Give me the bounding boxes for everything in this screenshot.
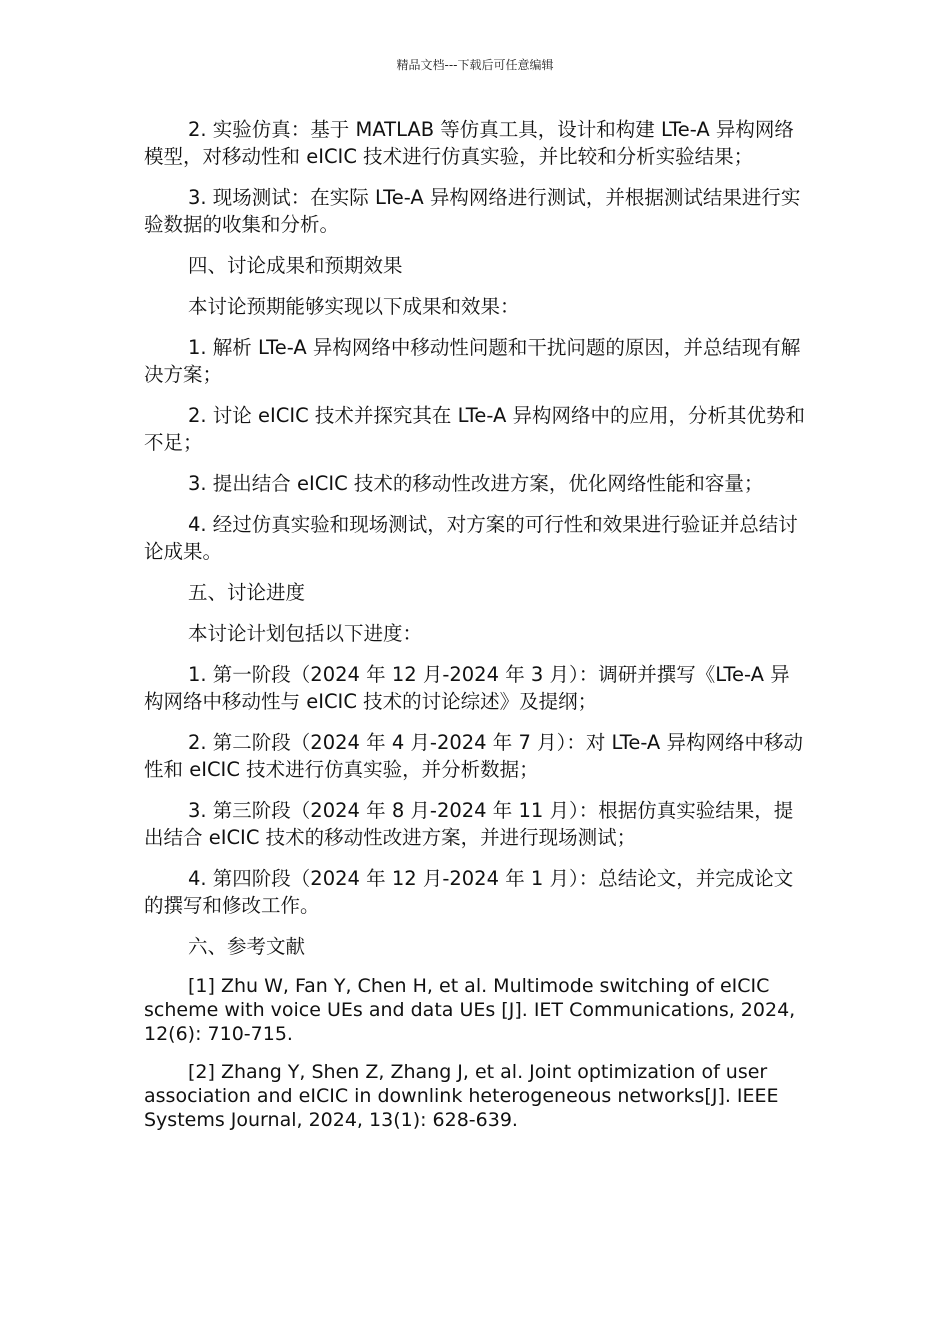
paragraph-phase-3: 3. 第三阶段（2024 年 8 月-2024 年 11 月）：根据仿真实验结果，提出结合 eICIC 技术的移动性改进方案，并进行现场测试；	[144, 799, 794, 849]
section-heading-results: 四、讨论成果和预期效果	[188, 254, 403, 277]
reference-item: [1] Zhu W, Fan Y, Chen H, et al. Multimode switching of eICIC scheme with voice UEs and data UEs [J]. IET Communications, 2024, 12(6): 710-715.	[144, 975, 796, 1045]
section-heading-schedule: 五、讨论进度	[188, 581, 306, 604]
reference-item: [2] Zhang Y, Shen Z, Zhang J, et al. Joint optimization of user association and eICIC in downlink heterogeneous networks[J]. IEEE Systems Journal, 2024, 13(1): 628-639.	[144, 1061, 779, 1131]
paragraph-schedule-intro: 本讨论计划包括以下进度：	[188, 622, 423, 645]
paragraph-result-2: 2. 讨论 eICIC 技术并探究其在 LTe-A 异构网络中的应用，分析其优势和不足；	[144, 404, 806, 454]
paragraph-phase-4: 4. 第四阶段（2024 年 12 月-2024 年 1 月）：总结论文，并完成论文的撰写和修改工作。	[144, 867, 794, 917]
paragraph-simulation: 2. 实验仿真：基于 MATLAB 等仿真工具，设计和构建 LTe-A 异构网络模型，对移动性和 eICIC 技术进行仿真实验，并比较和分析实验结果；	[144, 118, 794, 168]
paragraph-result-4: 4. 经过仿真实验和现场测试，对方案的可行性和效果进行验证并总结讨论成果。	[144, 513, 798, 563]
page-header-note: 精品文档---下载后可任意编辑	[396, 58, 554, 72]
document-body	[144, 116, 808, 1146]
paragraph-phase-1: 1. 第一阶段（2024 年 12 月-2024 年 3 月）：调研并撰写《LTe-A 异构网络中移动性与 eICIC 技术的讨论综述》及提纲；	[144, 663, 790, 713]
paragraph-result-1: 1. 解析 LTe-A 异构网络中移动性问题和干扰问题的原因，并总结现有解决方案；	[144, 336, 801, 386]
paragraph-result-3: 3. 提出结合 eICIC 技术的移动性改进方案，优化网络性能和容量；	[188, 472, 764, 495]
paragraph-results-intro: 本讨论预期能够实现以下成果和效果：	[188, 295, 520, 318]
paragraph-phase-2: 2. 第二阶段（2024 年 4 月-2024 年 7 月）：对 LTe-A 异构网络中移动性和 eICIC 技术进行仿真实验，并分析数据；	[144, 731, 803, 781]
paragraph-field-test: 3. 现场测试：在实际 LTe-A 异构网络进行测试，并根据测试结果进行实验数据的收集和分析。	[144, 186, 801, 236]
section-heading-references: 六、参考文献	[188, 935, 306, 958]
